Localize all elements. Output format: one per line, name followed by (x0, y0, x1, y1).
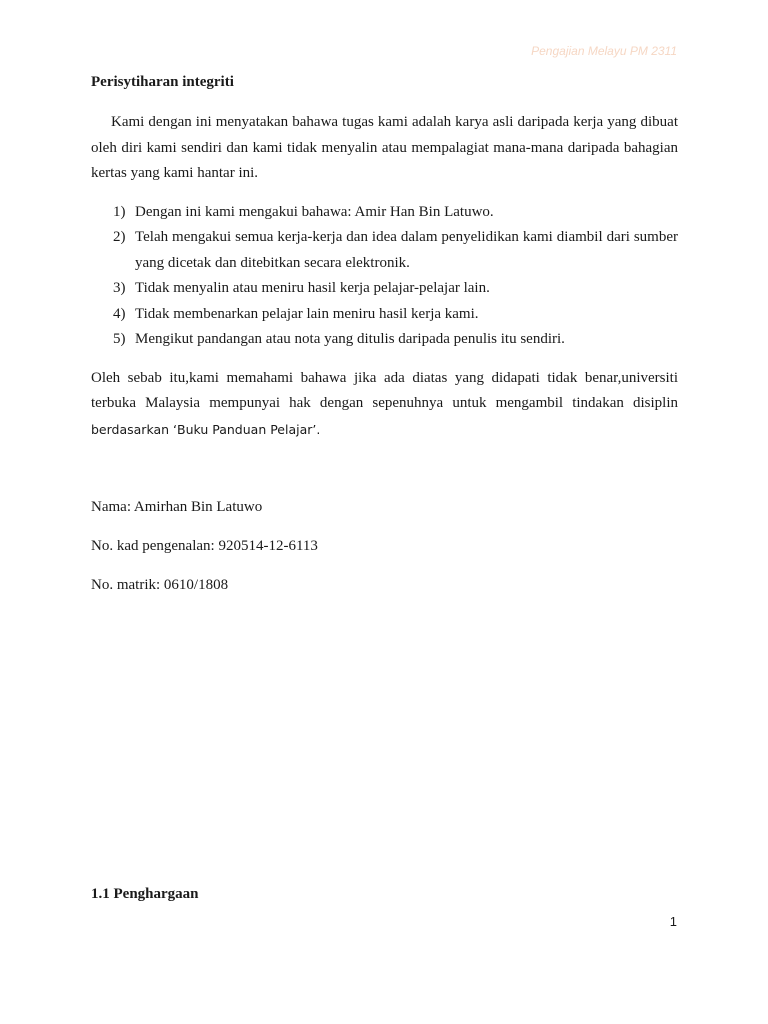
closing-reference: berdasarkan ‘Buku Panduan Pelajar’. (91, 421, 321, 437)
closing-paragraph (91, 366, 678, 444)
declaration-list (91, 200, 678, 353)
list-item-number: 2) (113, 229, 126, 245)
list-item-text: Tidak menyalin atau meniru hasil kerja pelajar-pelajar lain. (135, 280, 490, 296)
list-item-number: 1) (113, 203, 126, 220)
intro-paragraph: Kami dengan ini menyatakan bahawa tugas kami adalah karya asli daripada kerja yang dibuat oleh diri kami sendiri dan kami tidak menyalin atau mempalagiat mana-mana daripada bahagian kertas yang kami hantar ini. (91, 114, 678, 181)
student-matric-number: No. matrik: 0610/1808 (91, 577, 229, 593)
next-section-heading: 1.1 Penghargaan (91, 886, 199, 902)
student-name: Nama: Amirhan Bin Latuwo (91, 499, 263, 515)
list-item (91, 276, 678, 302)
list-item (91, 200, 678, 226)
list-item-text: Mengikut pandangan atau nota yang ditulis daripada penulis itu sendiri. (135, 331, 565, 347)
closing-text: Oleh sebab itu,kami memahami bahawa jika ada diatas yang didapati tidak benar,universiti terbuka Malaysia mempunyai hak dengan sepenuhnya untuk mengambil tindakan disiplin (91, 369, 678, 411)
list-item-text: Tidak membenarkan pelajar lain meniru hasil kerja kami. (135, 305, 479, 322)
list-item (91, 327, 678, 353)
list-item (91, 225, 678, 276)
running-header: Pengajian Melayu PM 2311 (531, 44, 677, 58)
list-item-text: Dengan ini kami mengakui bahawa: Amir Han Bin Latuwo. (135, 203, 494, 220)
student-ic-number: No. kad pengenalan: 920514-12-6113 (91, 538, 318, 554)
list-item-number: 5) (113, 331, 126, 347)
list-item-number: 3) (113, 280, 126, 296)
list-item (91, 302, 678, 328)
list-item-text: Telah mengakui semua kerja-kerja dan idea dalam penyelidikan kami diambil dari sumber yang dicetak dan ditebitkan secara elektronik. (135, 229, 678, 271)
student-info (91, 497, 678, 595)
declaration-section (91, 72, 678, 614)
section-heading: Perisytiharan integriti (91, 74, 234, 90)
list-item-number: 4) (113, 305, 126, 322)
page-number: 1 (669, 914, 677, 929)
